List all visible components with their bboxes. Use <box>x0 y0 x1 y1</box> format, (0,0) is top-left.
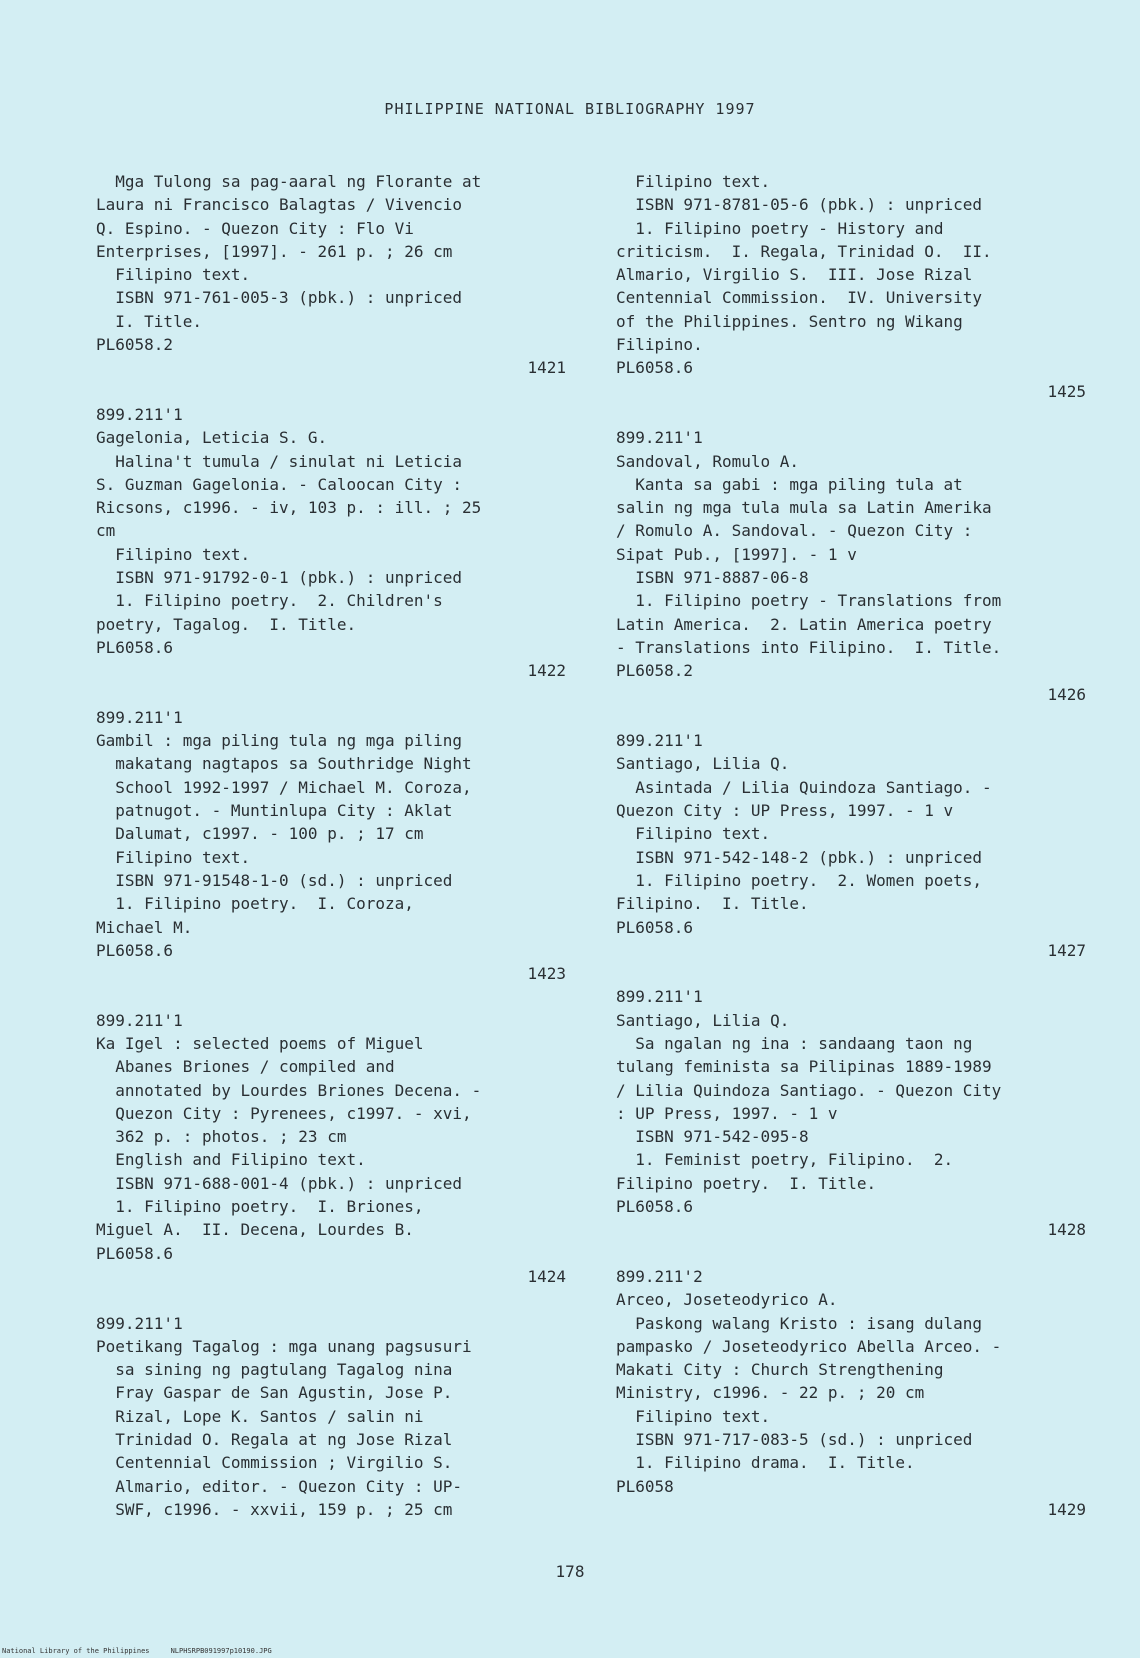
page-number: 178 <box>555 1562 585 1581</box>
entry-line: : UP Press, 1997. - 1 v <box>616 1103 838 1123</box>
entry-line: I. Title. <box>96 311 202 331</box>
entry-line: 1. Filipino poetry - Translations from <box>616 591 1002 611</box>
entry-line: Gagelonia, Leticia S. G. <box>96 428 328 448</box>
entry-line: PL6058.6 <box>616 1197 694 1217</box>
entry-gap <box>616 962 1086 985</box>
entry-line: 1. Filipino poetry. I. Coroza, <box>96 894 414 914</box>
entry-line: - Translations into Filipino. I. Title. <box>616 637 1002 657</box>
entry-line: 899.211'1 <box>96 404 183 424</box>
entry-number: 1426 <box>1047 684 1086 704</box>
entry-line: PL6058.6 <box>96 637 174 657</box>
entry-line: Latin America. 2. Latin America poetry <box>616 614 992 634</box>
entry-line: School 1992-1997 / Michael M. Coroza, <box>96 777 472 797</box>
entry-line: Filipino text. <box>96 544 251 564</box>
entry-line: Arceo, Joseteodyrico A. <box>616 1290 838 1310</box>
entry-line: Abanes Briones / compiled and <box>96 1057 395 1077</box>
entry-line: Trinidad O. Regala at ng Jose Rizal <box>96 1430 453 1450</box>
entry-line: 899.211'1 <box>616 731 703 751</box>
entry-line: Dalumat, c1997. - 100 p. ; 17 cm <box>96 824 424 844</box>
entry-line: 1. Filipino drama. I. Title. <box>616 1453 915 1473</box>
entry-line: poetry, Tagalog. I. Title. <box>96 614 357 634</box>
entry-line: Gambil : mga piling tula ng mga piling <box>96 731 463 751</box>
entry-line: Filipino text. <box>616 824 771 844</box>
entry-line: makatang nagtapos sa Southridge Night <box>96 754 472 774</box>
entry-line: Centennial Commission ; Virgilio S. <box>96 1453 453 1473</box>
entry-number: 1421 <box>527 358 566 378</box>
entry-line: 1. Filipino poetry. 2. Women poets, <box>616 870 983 890</box>
entry-line: Enterprises, [1997]. - 261 p. ; 26 cm <box>96 241 453 261</box>
entry-line: Filipino. <box>616 335 703 355</box>
entry-line: PL6058.6 <box>96 940 174 960</box>
entry-line: Quezon City : Pyrenees, c1997. - xvi, <box>96 1103 472 1123</box>
entry-line: Filipino text. <box>96 265 251 285</box>
entry-number: 1427 <box>1047 940 1086 960</box>
entry-line: tulang feminista sa Pilipinas 1889-1989 <box>616 1057 992 1077</box>
entry-line: ISBN 971-8887-06-8 <box>616 568 809 588</box>
entry-line: 1. Filipino poetry - History and <box>616 218 944 238</box>
entry-number: 1429 <box>1047 1499 1086 1519</box>
entry-line: ISBN 971-8781-05-6 (pbk.) : unpriced <box>616 195 983 215</box>
entry-line: 899.211'1 <box>616 987 703 1007</box>
entry-line: / Lilia Quindoza Santiago. - Quezon City <box>616 1080 1002 1100</box>
entry-line: ISBN 971-761-005-3 (pbk.) : unpriced <box>96 288 463 308</box>
entry-line: Ka Igel : selected poems of Miguel <box>96 1033 424 1053</box>
entry-line: Filipino text. <box>96 847 251 867</box>
entry-line: Ricsons, c1996. - iv, 103 p. : ill. ; 25 <box>96 498 482 518</box>
entry-line: annotated by Lourdes Briones Decena. - <box>96 1080 482 1100</box>
entry-line: Filipino poetry. I. Title. <box>616 1173 877 1193</box>
entry-line: PL6058.6 <box>96 1243 174 1263</box>
entry-line: Kanta sa gabi : mga piling tula at <box>616 474 963 494</box>
entry-line: Laura ni Francisco Balagtas / Vivencio <box>96 195 463 215</box>
entry-line: of the Philippines. Sentro ng Wikang <box>616 311 963 331</box>
entry-gap <box>96 1288 566 1311</box>
entry-line: Mga Tulong sa pag-aaral ng Florante at <box>96 172 482 191</box>
entry-line: Michael M. <box>96 917 193 937</box>
entry-line: Sipat Pub., [1997]. - 1 v <box>616 544 857 564</box>
entry-line: cm <box>96 521 116 541</box>
entry-line: Centennial Commission. IV. University <box>616 288 983 308</box>
entry-line: patnugot. - Muntinlupa City : Aklat <box>96 801 453 821</box>
page-title: PHILIPPINE NATIONAL BIBLIOGRAPHY 1997 <box>384 100 756 118</box>
entry-line: SWF, c1996. - xxvii, 159 p. ; 25 cm <box>96 1499 453 1519</box>
entry-line: 1. Filipino poetry. I. Briones, <box>96 1197 424 1217</box>
entry-line: Santiago, Lilia Q. <box>616 1010 790 1030</box>
entry-line: PL6058.6 <box>616 358 694 378</box>
entry-line: 1. Feminist poetry, Filipino. 2. <box>616 1150 954 1170</box>
entry-line: PL6058.2 <box>616 661 694 681</box>
entry-line: Fray Gaspar de San Agustin, Jose P. <box>96 1383 453 1403</box>
entry-line: S. Guzman Gagelonia. - Caloocan City : <box>96 474 463 494</box>
entry-number: 1423 <box>527 964 566 984</box>
entry-line: / Romulo A. Sandoval. - Quezon City : <box>616 521 973 541</box>
footer-note: National Library of the Philippines NLPHSRPB091997p10190.JPG <box>2 1647 272 1655</box>
entry-line: Filipino text. <box>616 172 771 191</box>
entry-number: 1428 <box>1047 1220 1086 1240</box>
entry-line: ISBN 971-688-001-4 (pbk.) : unpriced <box>96 1173 463 1193</box>
entry-line: Halina't tumula / sinulat ni Leticia <box>96 451 463 471</box>
entry-gap <box>96 683 566 706</box>
entry-line: Almario, editor. - Quezon City : UP- <box>96 1476 463 1496</box>
entry-line: Almario, Virgilio S. III. Jose Rizal <box>616 265 973 285</box>
entry-line: 899.211'1 <box>616 428 703 448</box>
entry-line: Filipino. I. Title. <box>616 894 809 914</box>
entry-line: Makati City : Church Strengthening <box>616 1360 944 1380</box>
entry-gap <box>96 985 566 1008</box>
entry-number: 1424 <box>527 1266 566 1286</box>
entry-line: Quezon City : UP Press, 1997. - 1 v <box>616 801 954 821</box>
entry-line: 899.211'1 <box>96 707 183 727</box>
entry-line: ISBN 971-91548-1-0 (sd.) : unpriced <box>96 870 453 890</box>
entry-line: salin ng mga tula mula sa Latin Amerika <box>616 498 992 518</box>
entry-line: Sa ngalan ng ina : sandaang taon ng <box>616 1033 973 1053</box>
entry-line: PL6058.2 <box>96 335 174 355</box>
entry-line: Asintada / Lilia Quindoza Santiago. - <box>616 777 992 797</box>
entry-line: 362 p. : photos. ; 23 cm <box>96 1127 347 1147</box>
entry-gap <box>616 706 1086 729</box>
entry-line: Filipino text. <box>616 1406 771 1426</box>
entry-line: 899.211'1 <box>96 1010 183 1030</box>
entry-line: ISBN 971-717-083-5 (sd.) : unpriced <box>616 1430 973 1450</box>
entry-line: ISBN 971-542-095-8 <box>616 1127 809 1147</box>
entry-line: ISBN 971-91792-0-1 (pbk.) : unpriced <box>96 568 463 588</box>
entry-number: 1425 <box>1047 381 1086 401</box>
entry-line: Sandoval, Romulo A. <box>616 451 800 471</box>
entry-line: English and Filipino text. <box>96 1150 366 1170</box>
entry-line: Ministry, c1996. - 22 p. ; 20 cm <box>616 1383 925 1403</box>
entry-line: Paskong walang Kristo : isang dulang <box>616 1313 983 1333</box>
entry-line: PL6058.6 <box>616 917 694 937</box>
entry-gap <box>616 403 1086 426</box>
entry-line: PL6058 <box>616 1476 674 1496</box>
entry-line: Q. Espino. - Quezon City : Flo Vi <box>96 218 414 238</box>
entry-gap <box>616 1242 1086 1265</box>
entry-line: pampasko / Joseteodyrico Abella Arceo. - <box>616 1336 1002 1356</box>
entry-line: criticism. I. Regala, Trinidad O. II. <box>616 241 992 261</box>
entry-line: 1. Filipino poetry. 2. Children's <box>96 591 443 611</box>
entry-line: Rizal, Lope K. Santos / salin ni <box>96 1406 424 1426</box>
entry-line: sa sining ng pagtulang Tagalog nina <box>96 1360 453 1380</box>
entry-line: 899.211'2 <box>616 1266 703 1286</box>
entry-line: Santiago, Lilia Q. <box>616 754 790 774</box>
entry-line: Miguel A. II. Decena, Lourdes B. <box>96 1220 414 1240</box>
entry-gap <box>96 380 566 403</box>
entry-number: 1422 <box>527 661 566 681</box>
entry-line: 899.211'1 <box>96 1313 183 1333</box>
entry-line: ISBN 971-542-148-2 (pbk.) : unpriced <box>616 847 983 867</box>
entry-line: Poetikang Tagalog : mga unang pagsusuri <box>96 1336 472 1356</box>
right-column <box>616 170 1086 1521</box>
left-column <box>96 170 566 1521</box>
